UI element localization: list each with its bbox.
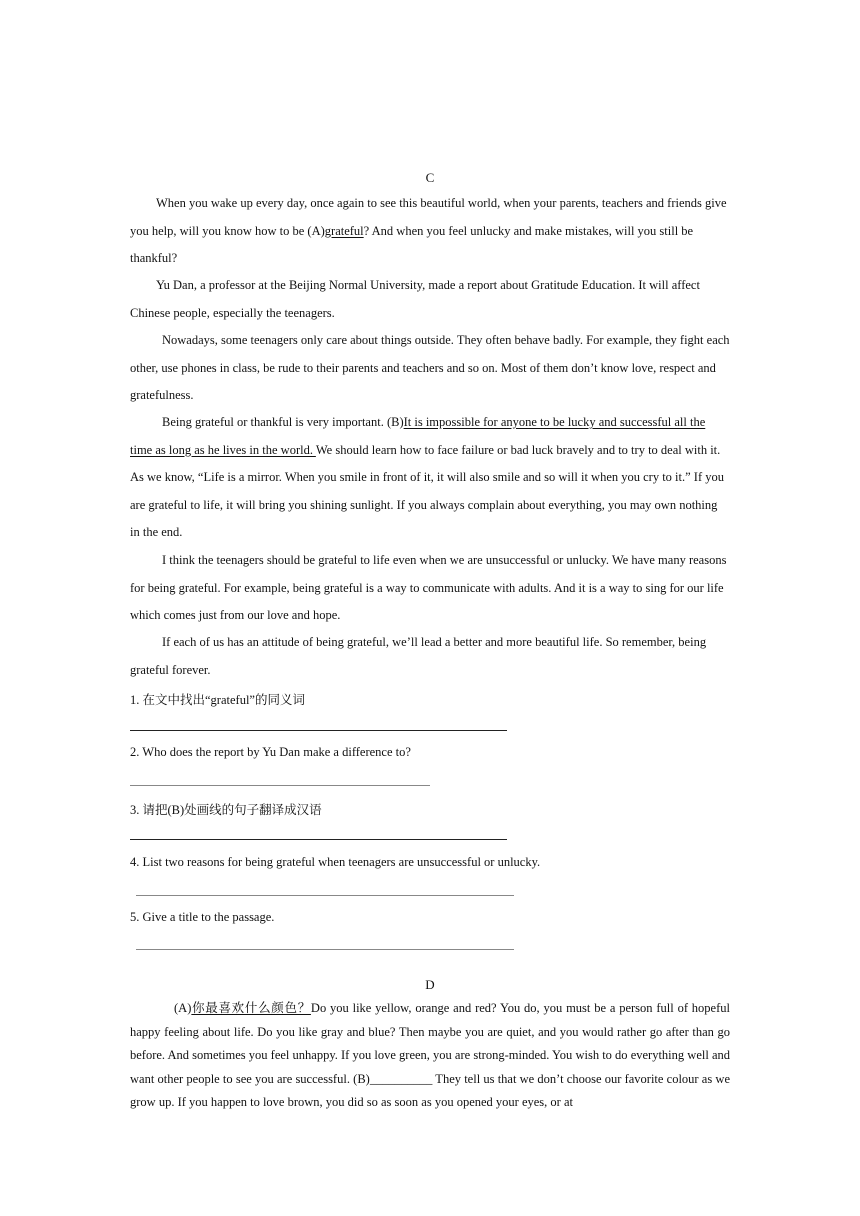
section-c-paragraph-2: Yu Dan, a professor at the Beijing Normal University, made a report about Gratitude Education. It will affect Chinese people, especially the teenagers. — [130, 278, 700, 320]
section-c-paragraph-6: If each of us has an attitude of being grateful, we’ll lead a better and more beautiful life. So remember, being grateful forever. — [130, 635, 707, 677]
p4-text-after: We should learn how to face failure or bad luck bravely and to try to deal with it. As we know, “Life is a mirror. When you smile in front of it, it will also smile and so will it when you cry to it.” If you are grateful to life, it will bring you shining sunlight. If you always complain about everything, you may own nothing in the end. — [130, 442, 725, 539]
p1-text-before: When you wake up every day, once again to see this beautiful world, when your parents, teachers and friends give you help, will you know how to be (A) — [130, 196, 727, 238]
section-c-paragraph-5: I think the teenagers should be grateful to life even when we are unsuccessful or unlucky. We have many reasons for being grateful. For example, being grateful is a way to communicate with adults. And it is a way to sing for our life which comes just from our love and hope. — [130, 553, 727, 622]
p1-text-after: ? And when you feel unlucky and make mistakes, will you still be thankful? — [130, 223, 694, 265]
section-d-heading: D — [425, 977, 435, 992]
section-d-paragraph-1 — [130, 997, 730, 1115]
answer-line-2[interactable] — [130, 785, 430, 786]
section-c-paragraph-3: Nowadays, some teenagers only care about things outside. They often behave badly. For example, they fight each other, use phones in class, be rude to their parents and teachers and so on. Most of them don’t know love, respect and gratefulness. — [130, 333, 730, 402]
question-5: 5. Give a title to the passage. — [130, 910, 275, 924]
answer-line-5[interactable] — [136, 949, 514, 950]
question-3: 3. 请把(B)处画线的句子翻译成汉语 — [130, 803, 322, 817]
p4-text-before: Being grateful or thankful is very important. (B) — [162, 415, 404, 429]
answer-line-1[interactable] — [130, 730, 507, 731]
section-c-paragraph-4 — [130, 409, 730, 547]
answer-line-3[interactable] — [130, 839, 507, 840]
question-1: 1. 在文中找出“grateful”的同义词 — [130, 693, 305, 707]
answer-line-4[interactable] — [136, 895, 514, 896]
question-2: 2. Who does the report by Yu Dan make a difference to? — [130, 745, 411, 759]
section-c-heading: C — [425, 170, 435, 185]
d-p1-blank[interactable]: __________ — [369, 1071, 433, 1086]
p4-underlined-sentence: It is impossible for anyone to be lucky and successful all the time as long as he lives in the world. — [130, 415, 706, 457]
d-p1-text-after: They tell us that we don’t choose our favorite colour as we grow up. If you happen to love brown, you did so as soon as you opened your eyes, or at — [130, 1071, 731, 1109]
p1-underlined-word: grateful — [324, 223, 364, 238]
d-p1-underlined-question: 你最喜欢什么颜色？ — [191, 1001, 311, 1015]
section-c-paragraph-1 — [130, 190, 730, 273]
question-4: 4. List two reasons for being grateful when teenagers are unsuccessful or unlucky. — [130, 855, 541, 869]
d-p1-text-mid: Do you like yellow, orange and red? You do, you must be a person full of hopeful happy feeling about life. Do you like gray and blue? Then maybe you are quiet, and you would rather go after than go before. And sometimes you feel unhappy. If you love green, you are strong-minded. You wish to do everything well and want other people to see you are successful. (B) — [130, 1001, 730, 1086]
d-p1-lead: (A) — [174, 1001, 192, 1015]
